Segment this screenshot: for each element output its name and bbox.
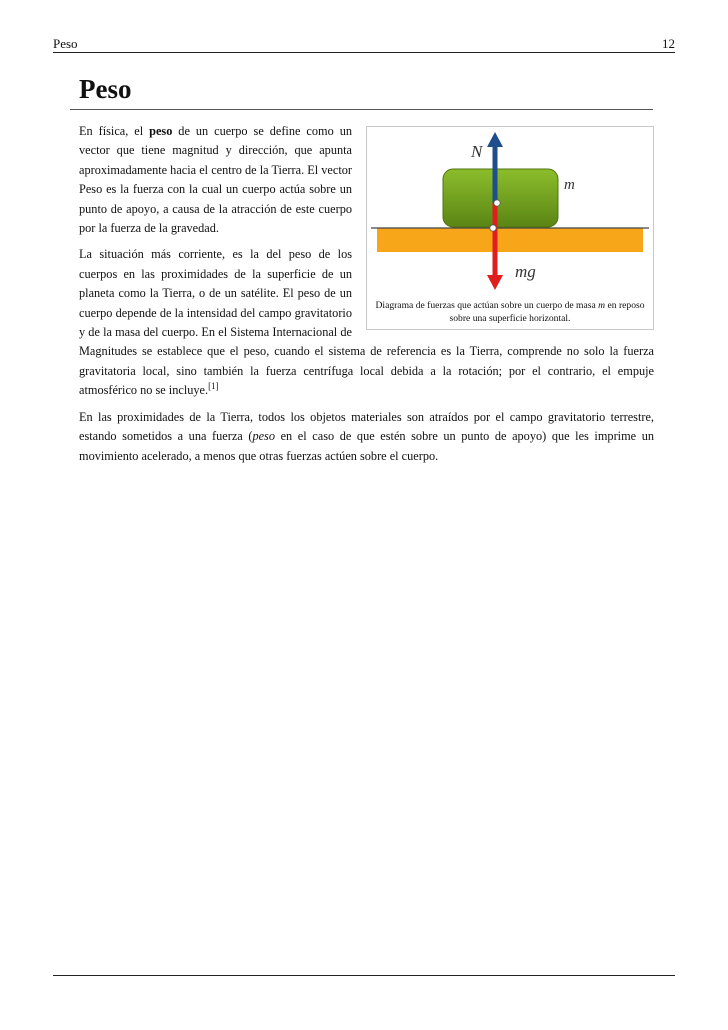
page-number: 12 xyxy=(662,36,675,51)
reference-link[interactable]: [1] xyxy=(208,381,219,392)
mass-block xyxy=(443,169,558,227)
mass-label: m xyxy=(564,177,575,193)
ground-surface xyxy=(377,228,643,252)
article-title: Peso xyxy=(79,74,132,104)
paragraph-gravity: En las proximidades de la Tierra, todos los objetos materiales son atraídos por el campo gravitatorio terrestre, estando sometidos a una fuerza (peso en el caso de que estén sobre un punto de apoyo) que les imprime un movimiento acelerado, a menos que otras fuerzas actúen sobre el cuerpo. xyxy=(79,409,654,463)
bold-term-peso: peso xyxy=(149,124,173,138)
paragraph-definition: En física, el peso de un cuerpo se define como un vector que tiene magnitud y dirección, que apunta aproximadamente hacia el centro de la Tierra. El vector Peso es la fuerza con la cual un cuerpo actúa sobre un punto de apoyo, a causa de la atracción de este cuerpo por la fuerza de la gravedad. xyxy=(79,124,352,236)
center-of-mass-dot xyxy=(494,200,500,206)
page-footer-rule xyxy=(53,975,675,976)
contact-point-dot xyxy=(490,225,496,231)
page-header xyxy=(53,34,675,53)
weight-arrowhead xyxy=(487,275,503,290)
italic-term-peso: peso xyxy=(252,429,275,444)
normal-arrowhead xyxy=(487,132,503,147)
running-title: Peso xyxy=(53,36,78,51)
normal-force-label: N xyxy=(471,142,483,161)
article-body xyxy=(79,122,654,473)
force-diagram-figure xyxy=(366,126,654,330)
weight-force-label: mg xyxy=(515,262,536,281)
paragraph-surface: La situación más corriente, es la del peso de los cuerpos en las proximidades de la superficie de un planeta como la Tierra, o de un satélite. El peso de un cuerpo depende de la intensidad del campo gravitatorio y de la masa del cuerpo. En el Sistema Internacional de Magnitudes se establece que el peso, cuando el sistema de referencia es la Tierra, comprende no solo la fuerza gravitatoria local, sino también la fuerza centrífuga local debida a la rotación; por el contrario, el empuje atmosférico no se incluye.[1] xyxy=(79,247,654,398)
figure-caption: Diagrama de fuerzas que actúan sobre un cuerpo de masa m en reposo sobre una superficie horizontal. xyxy=(375,300,645,324)
title-divider xyxy=(70,109,653,110)
